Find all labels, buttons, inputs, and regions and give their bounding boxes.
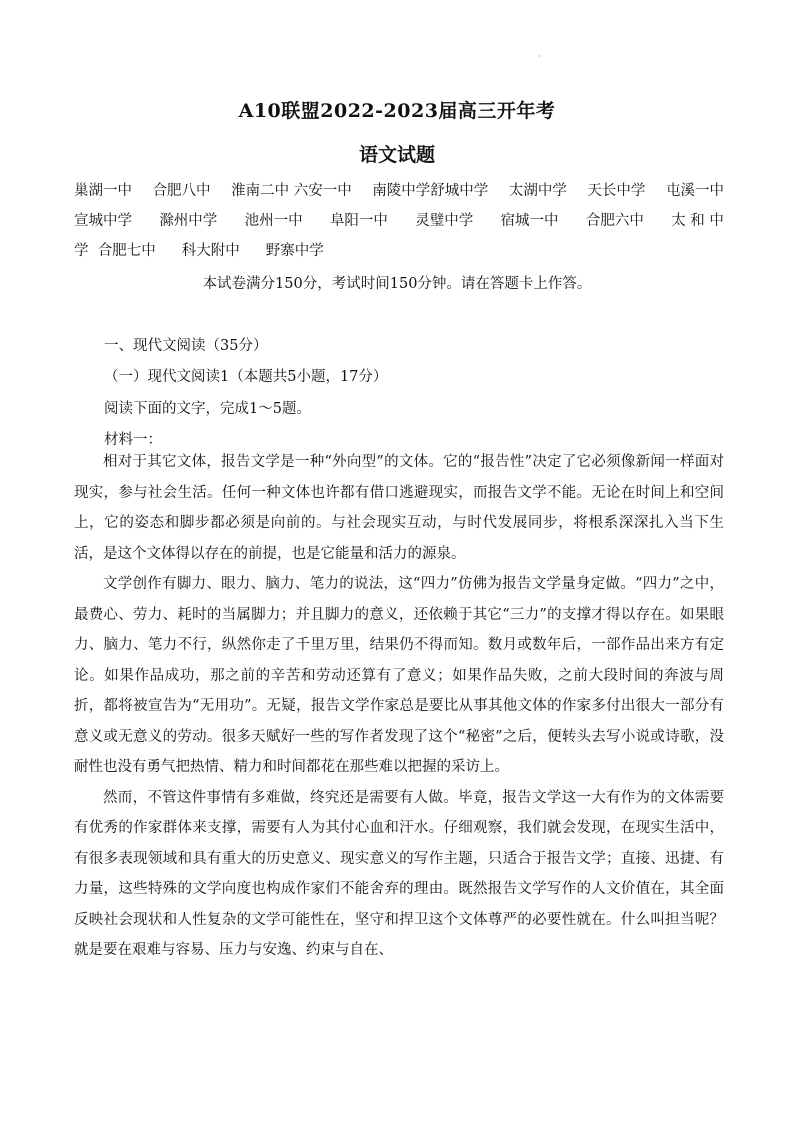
school-name: 巢湖一中 (74, 183, 132, 199)
school-name: 滁州中学 (159, 213, 218, 229)
school-name: 灵璧中学 (415, 213, 474, 229)
school-name: 南陵中学舒城中学 (372, 183, 489, 199)
school-name: 太湖中学 (508, 183, 567, 199)
school-name: 科大附中 (181, 243, 240, 259)
passage-paragraph: 然而，不管这件事情有多难做，终究还是需要有人做。毕竟，报告文学这一大有作为的文体需要有优秀的作家群体来支撑，需要有人为其付心血和汗水。仔细观察，我们就会发现，在现实生活中，有很多表现领域和具有重大的历史意义、现实意义的写作主题，只适合于报告文学；直接、迅捷、有力量，这些特殊的文学向度也构成作家们不能舍弃的理由。既然报告文学写作的人文价值在，其全面反映社会现状和人性复杂的文学可能性在，坚守和捍卫这个文体尊严的必要性就在。什么叫担当呢？就是要在艰难与容易、压力与安逸、约束与自在、 (74, 789, 724, 958)
school-name: 淮南二中 六安一中 (231, 183, 352, 199)
section-sub-heading: （一）现代文阅读1（本题共5小题，17分） (104, 369, 388, 385)
school-name: 宿城一中 (500, 213, 559, 229)
school-name: 宣城中学 (74, 213, 132, 229)
school-name: 池州一中 (244, 213, 303, 229)
school-name: 天长中学 (587, 183, 646, 199)
school-name: 野寨中学 (265, 243, 324, 259)
school-row-2 (74, 206, 724, 236)
school-row-3 (74, 236, 724, 266)
exam-notice: 本试卷满分150分，考试时间150分钟。请在答题卡上作答。 (202, 276, 592, 292)
page-title: A10联盟2022-2023届高三开年考 (238, 100, 556, 122)
school-name: 屯溪一中 (665, 183, 724, 199)
passage-paragraph: 文学创作有脚力、眼力、脑力、笔力的说法，这“四力”仿佛为报告文学量身定做。“四力”之中，最费心、劳力、耗时的当属脚力；并且脚力的意义，还依赖于其它“三力”的支撑才得以存在。如果眼力、脑力、笔力不行，纵然你走了千里万里，结果仍不得而知。数月或数年后，一部作品出来方有定论。如果作品成功，那之前的辛苦和劳动还算有了意义；如果作品失败，之前大段时间的奔波与周折，都将被宣告为“无用功”。无疑，报告文学作家总是要比从事其他文体的作家多付出很大一部分有意义或无意义的劳动。很多天赋好一些的写作者发现了这个“秘密”之后，便转头去写小说或诗歌，没耐性也没有勇气把热情、精力和时间都花在那些难以把握的采访上。 (74, 576, 724, 775)
school-row-1 (74, 176, 724, 206)
reading-instruction: 阅读下面的文字，完成1～5题。 (104, 401, 311, 417)
page-subtitle: 语文试题 (358, 144, 435, 166)
passage-paragraph: 相对于其它文体，报告文学是一种“外向型”的文体。它的“报告性”决定了它必须像新闻一样面对现实，参与社会生活。任何一种文体也许都有借口逃避现实，而报告文学不能。无论在时间上和空间上，它的姿态和脚步都必须是向前的。与社会现实互动，与时代发展同步，将根系深深扎入当下生活，是这个文体得以存在的前提，也是它能量和活力的源泉。 (74, 454, 724, 562)
section-heading: 一、现代文阅读（35分） (104, 338, 268, 354)
school-name: 学 合肥七中 (74, 243, 156, 259)
school-name: 太 和 中 (671, 213, 724, 229)
school-name: 合肥六中 (585, 213, 644, 229)
scan-dot: · (538, 52, 541, 61)
school-name: 阜阳一中 (329, 213, 388, 229)
school-name: 合肥八中 (152, 183, 211, 199)
reading-passage (74, 447, 724, 966)
material-label: 材料一： (104, 432, 162, 448)
school-list (74, 176, 724, 266)
